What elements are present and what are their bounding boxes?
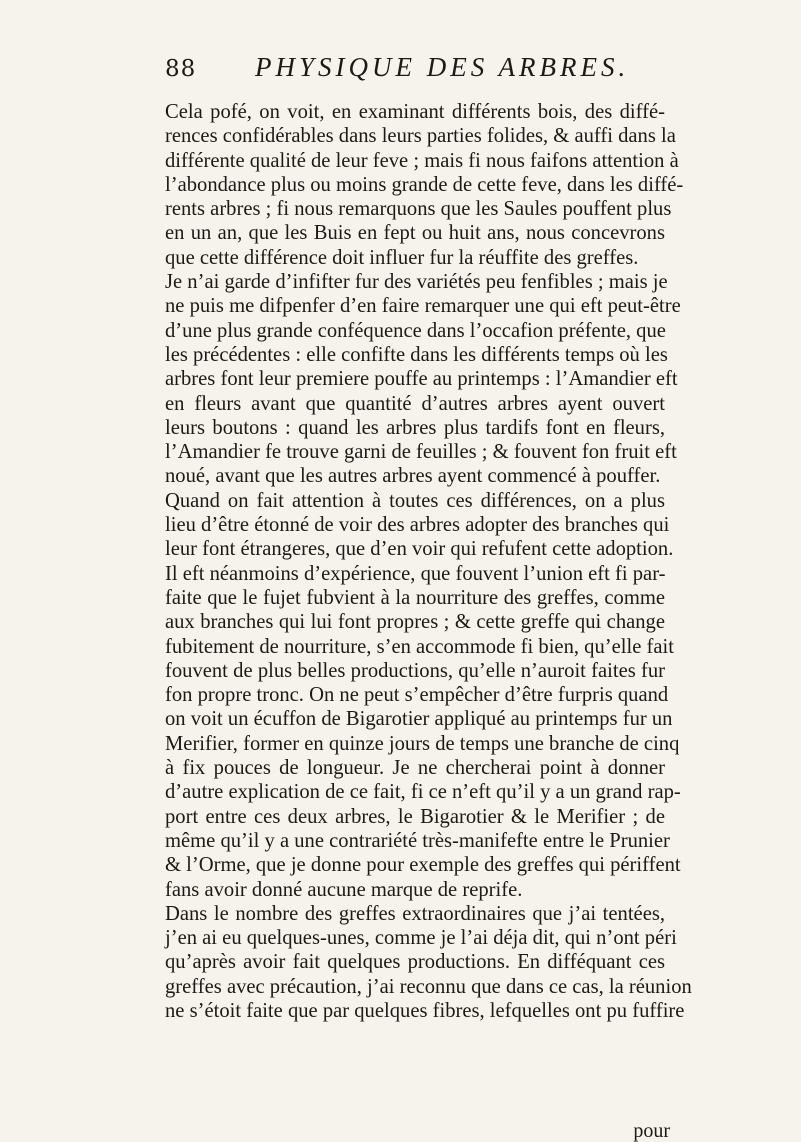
text-line: & l’Orme, que je donne pour exemple des greffes qui périffent <box>165 854 681 877</box>
text-line: leur font étrangeres, que d’en voir qui refufent cette adoption. <box>165 538 674 561</box>
text-line: faite que le fujet fubvient à la nourriture des greffes, comme <box>165 586 665 609</box>
text-line: les précédentes : elle confifte dans les différents temps où les <box>165 343 668 366</box>
text-line: fans avoir donné aucune marque de reprife. <box>165 878 523 901</box>
text-line: fouvent de plus belles productions, qu’elle n’auroit faites fur <box>165 659 665 682</box>
catchword: pour <box>633 1120 670 1142</box>
text-line: greffes avec précaution, j’ai reconnu que dans ce cas, la réunion <box>165 975 692 998</box>
text-line: Cela pofé, on voit, en examinant différents bois, des diffé- <box>165 101 665 123</box>
text-line: ne puis me difpenfer d’en faire remarquer une qui eft peut-être <box>165 295 681 318</box>
text-line: port entre ces deux arbres, le Bigarotier & le Merifier ; de <box>165 805 665 828</box>
text-line: lieu d’être étonné de voir des arbres adopter des branches qui <box>165 514 670 537</box>
text-line: que cette différence doit influer fur la réuffite des greffes. <box>165 246 639 269</box>
text-line: l’abondance plus ou moins grande de cette feve, dans les diffé- <box>165 173 684 196</box>
text-line: rents arbres ; fi nous remarquons que les Saules pouffent plus <box>165 198 672 221</box>
text-line: qu’après avoir fait quelques productions. En difféquant ces <box>165 951 665 974</box>
text-line: noué, avant que les autres arbres ayent commencé à pouffer. <box>165 465 661 488</box>
text-line: même qu’il y a une contrariété très-manifefte entre le Prunier <box>165 829 670 852</box>
text-line: en un an, que les Buis en fept ou huit ans, nous concevrons <box>165 222 665 245</box>
text-line: en fleurs avant que quantité d’autres arbres ayent ouvert <box>165 392 665 415</box>
text-line: différente qualité de leur feve ; mais fi nous faifons attention à <box>165 149 679 172</box>
text-line: Je n’ai garde d’infifter fur des variétés peu fenfibles ; mais je <box>165 271 668 294</box>
text-line: d’autre explication de ce fait, fi ce n’eft qu’il y a un grand rap- <box>165 781 681 804</box>
text-line: d’une plus grande conféquence dans l’occafion préfente, que <box>165 319 666 342</box>
text-line: Il eft néanmoins d’expérience, que fouvent l’union eft fi par- <box>165 562 666 585</box>
text-line: on voit un écuffon de Bigarotier appliqué au printemps fur un <box>165 708 673 731</box>
text-line: Quand on fait attention à toutes ces différences, on a plus <box>165 489 665 512</box>
page-number: 88 <box>165 56 197 82</box>
text-line: à fix pouces de longueur. Je ne chercherai point à donner <box>165 757 665 780</box>
text-line: rences confidérables dans leurs parties folides, & auffi dans la <box>165 125 676 148</box>
text-line: l’Amandier fe trouve garni de feuilles ; & fouvent fon fruit eft <box>165 441 677 464</box>
running-title: PHYSIQUE DES ARBRES. <box>255 52 630 82</box>
text-line: fon propre tronc. On ne peut s’empêcher d’être furpris quand <box>165 684 669 707</box>
text-line: ne s’étoit faite que par quelques fibres, lefquelles ont pu fuffire <box>165 999 685 1022</box>
text-line: j’en ai eu quelques-unes, comme je l’ai déja dit, qui n’ont péri <box>165 927 677 950</box>
text-line: aux branches qui lui font propres ; & cette greffe qui change <box>165 611 665 634</box>
text-line: arbres font leur premiere pouffe au printemps : l’Amandier eft <box>165 368 678 391</box>
body-text <box>165 100 692 1023</box>
text-line: fubitement de nourriture, s’en accommode fi bien, qu’elle fait <box>165 635 674 658</box>
text-line: leurs boutons : quand les arbres plus tardifs font en fleurs, <box>165 416 665 439</box>
text-line: Dans le nombre des greffes extraordinaires que j’ai tentées, <box>165 902 665 925</box>
page-header <box>165 52 645 92</box>
text-line: Merifier, former en quinze jours de temps une branche de cinq <box>165 732 680 755</box>
